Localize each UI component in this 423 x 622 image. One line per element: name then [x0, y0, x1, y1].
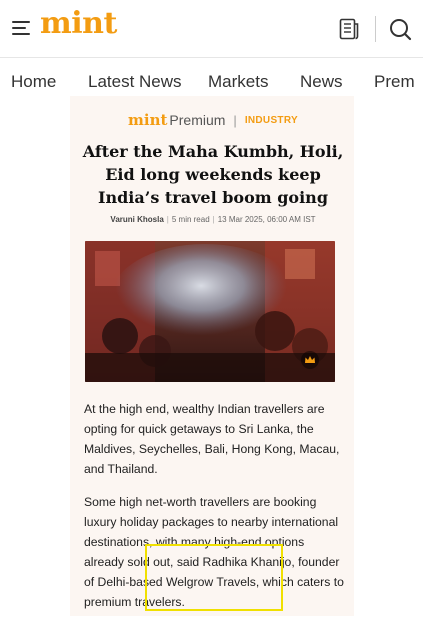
author-name[interactable]: Varuni Khosla — [110, 215, 164, 224]
publish-date: 13 Mar 2025, 06:00 AM IST — [217, 215, 316, 224]
kicker-mint-logo: mint — [128, 111, 168, 129]
hamburger-icon[interactable] — [12, 21, 32, 37]
section-tag[interactable]: INDUSTRY — [244, 114, 298, 126]
nav-item-news[interactable]: News — [300, 72, 343, 91]
kicker-premium-label: Premium — [169, 112, 226, 128]
top-header — [0, 0, 423, 58]
nav-item-latest-news[interactable]: Latest News — [88, 72, 182, 91]
article-paragraph: At the high end, wealthy Indian travellers are opting for quick getaways to Sri Lanka, the Maldives, Seychelles, Bali, Hong Kong, Macau, and Thailand. — [84, 402, 340, 476]
nav-item-markets[interactable]: Markets — [208, 72, 269, 91]
search-icon[interactable] — [388, 17, 412, 41]
crown-icon — [301, 351, 319, 369]
header-divider — [375, 16, 376, 42]
nav-item-premium[interactable]: Prem — [374, 72, 415, 91]
article-kicker — [128, 110, 298, 130]
hero-image — [85, 241, 335, 382]
article-headline: After the Maha Kumbh, Holi, Eid long weekends keep India’s travel boom going — [82, 142, 344, 207]
nav-item-home[interactable]: Home — [11, 72, 57, 91]
article-byline: Varuni Khosla | 5 min read | 13 Mar 2025, 06:00 AM IST — [110, 215, 316, 224]
read-time: 5 min read — [171, 215, 210, 224]
newspaper-icon[interactable] — [339, 18, 359, 40]
article-paragraph: Some high net-worth travellers are booking luxury holiday packages to nearby international destinations, with many high-end options already sold out, said Radhika Khanijo, founder of Delhi-based Welgrow Travels, which caters to premium travelers. — [84, 495, 344, 609]
mint-logo[interactable]: mint — [40, 6, 117, 41]
highlight-annotation-box — [145, 544, 283, 611]
kicker-separator: | — [233, 112, 237, 128]
